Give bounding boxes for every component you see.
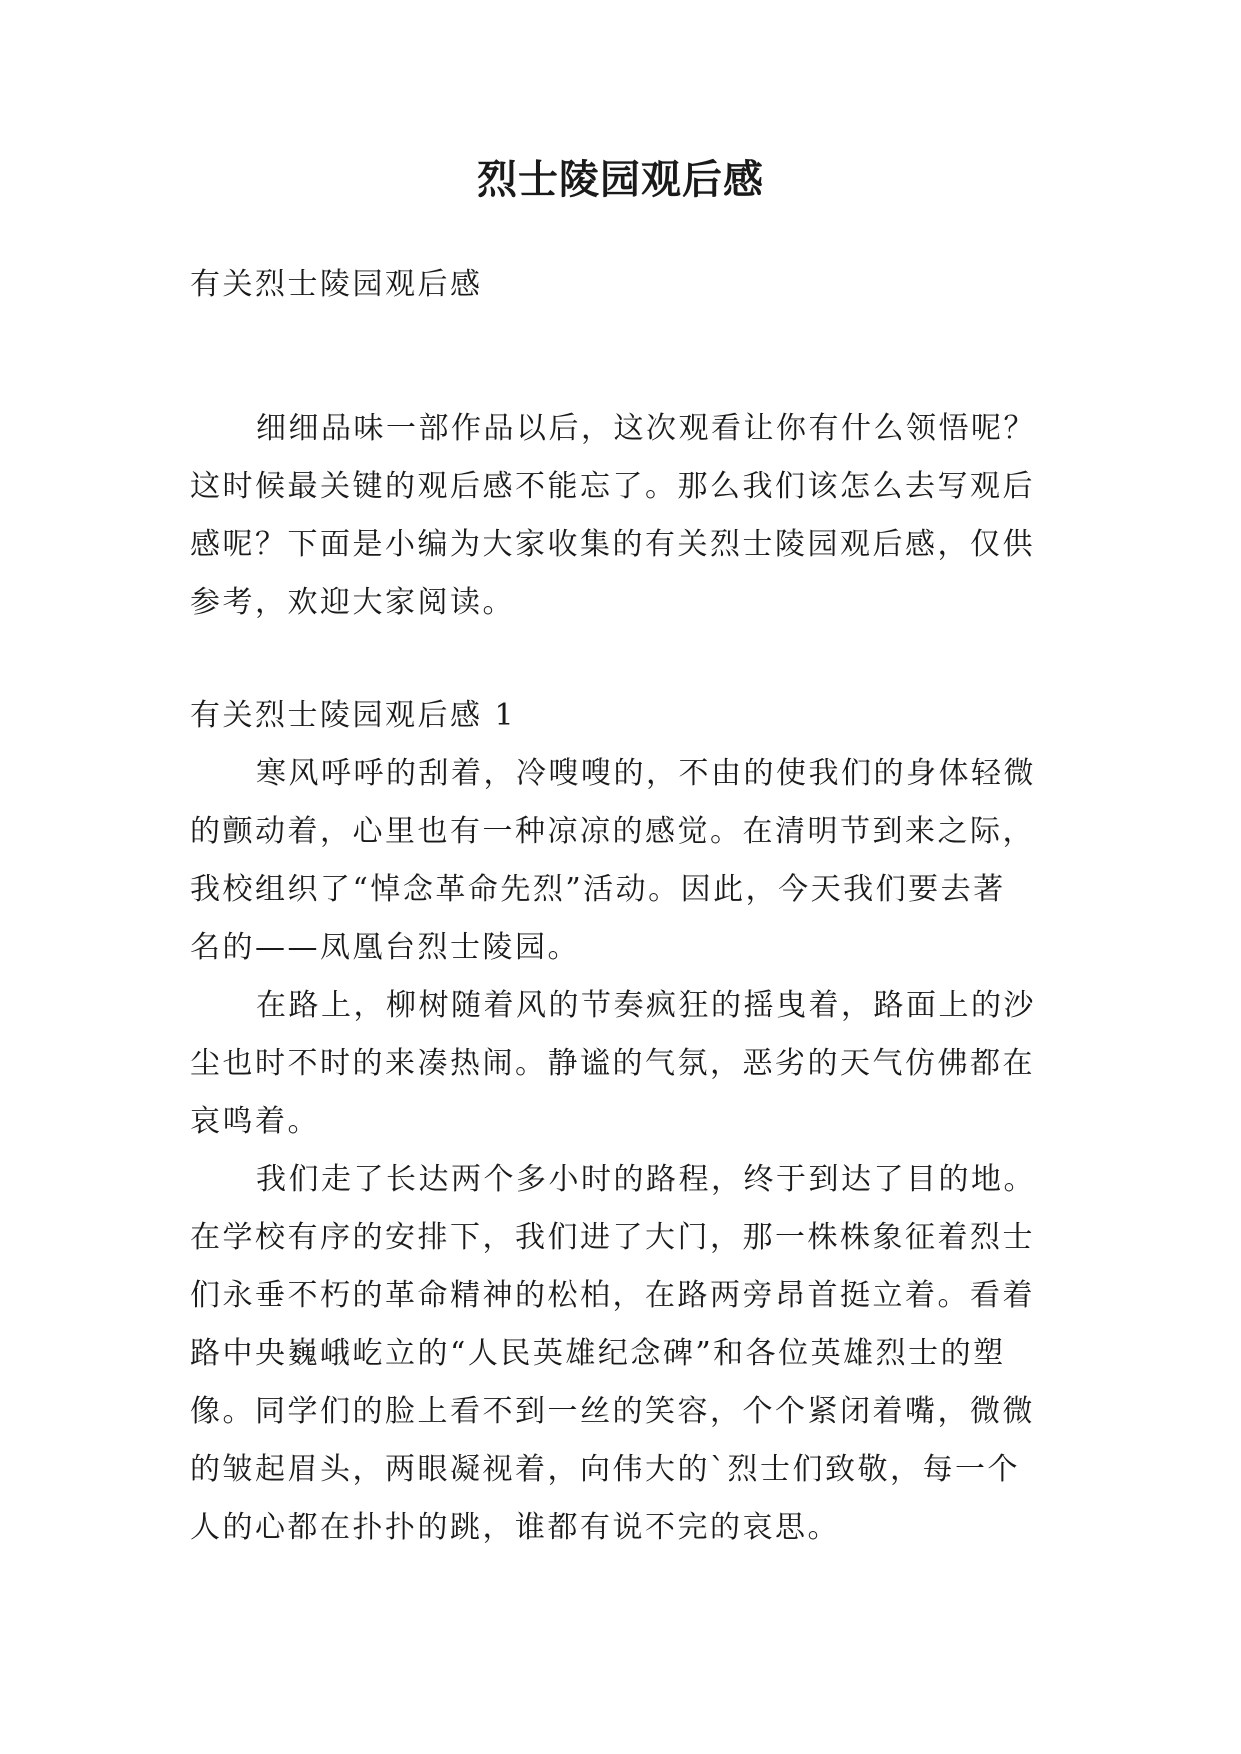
intro-line: 感呢？下面是小编为大家收集的有关烈士陵园观后感，仅供	[190, 527, 1035, 562]
paragraph-line: 人的心都在扑扑的跳，谁都有说不完的哀思。	[190, 1510, 840, 1545]
intro-line: 这时候最关键的观后感不能忘了。那么我们该怎么去写观后	[190, 469, 1035, 504]
paragraph-line: 像。同学们的脸上看不到一丝的笑容，个个紧闭着嘴，微微	[190, 1394, 1035, 1429]
paragraph-line: 尘也时不时的来凑热闹。静谧的气氛，恶劣的天气仿佛都在	[190, 1046, 1035, 1081]
paragraph-line: 路中央巍峨屹立的“人民英雄纪念碑”和各位英雄烈士的塑	[190, 1336, 1006, 1371]
intro-line: 参考，欢迎大家阅读。	[190, 585, 515, 620]
paragraph-line: 我校组织了“悼念革命先烈”活动。因此，今天我们要去著	[190, 872, 1006, 907]
paragraph-line: 在路上，柳树随着风的节奏疯狂的摇曳着，路面上的沙	[256, 988, 1036, 1023]
document-subtitle: 有关烈士陵园观后感	[190, 267, 483, 302]
paragraph-line: 哀鸣着。	[190, 1104, 320, 1139]
document-title: 烈士陵园观后感	[477, 156, 764, 203]
paragraph-line: 名的——凤凰台烈士陵园。	[190, 930, 580, 965]
section-heading: 有关烈士陵园观后感 1	[190, 698, 517, 733]
paragraph-line: 我们走了长达两个多小时的路程，终于到达了目的地。	[256, 1162, 1036, 1197]
paragraph-line: 们永垂不朽的革命精神的松柏，在路两旁昂首挺立着。看着	[190, 1278, 1035, 1313]
paragraph-line: 寒风呼呼的刮着，冷嗖嗖的，不由的使我们的身体轻微	[256, 756, 1036, 791]
paragraph-line: 的皱起眉头，两眼凝视着，向伟大的`烈士们致敬，每一个	[190, 1452, 1020, 1487]
paragraph-line: 的颤动着，心里也有一种凉凉的感觉。在清明节到来之际，	[190, 814, 1035, 849]
paragraph-line: 在学校有序的安排下，我们进了大门，那一株株象征着烈士	[190, 1220, 1035, 1255]
intro-line: 细细品味一部作品以后，这次观看让你有什么领悟呢？	[256, 411, 1036, 446]
